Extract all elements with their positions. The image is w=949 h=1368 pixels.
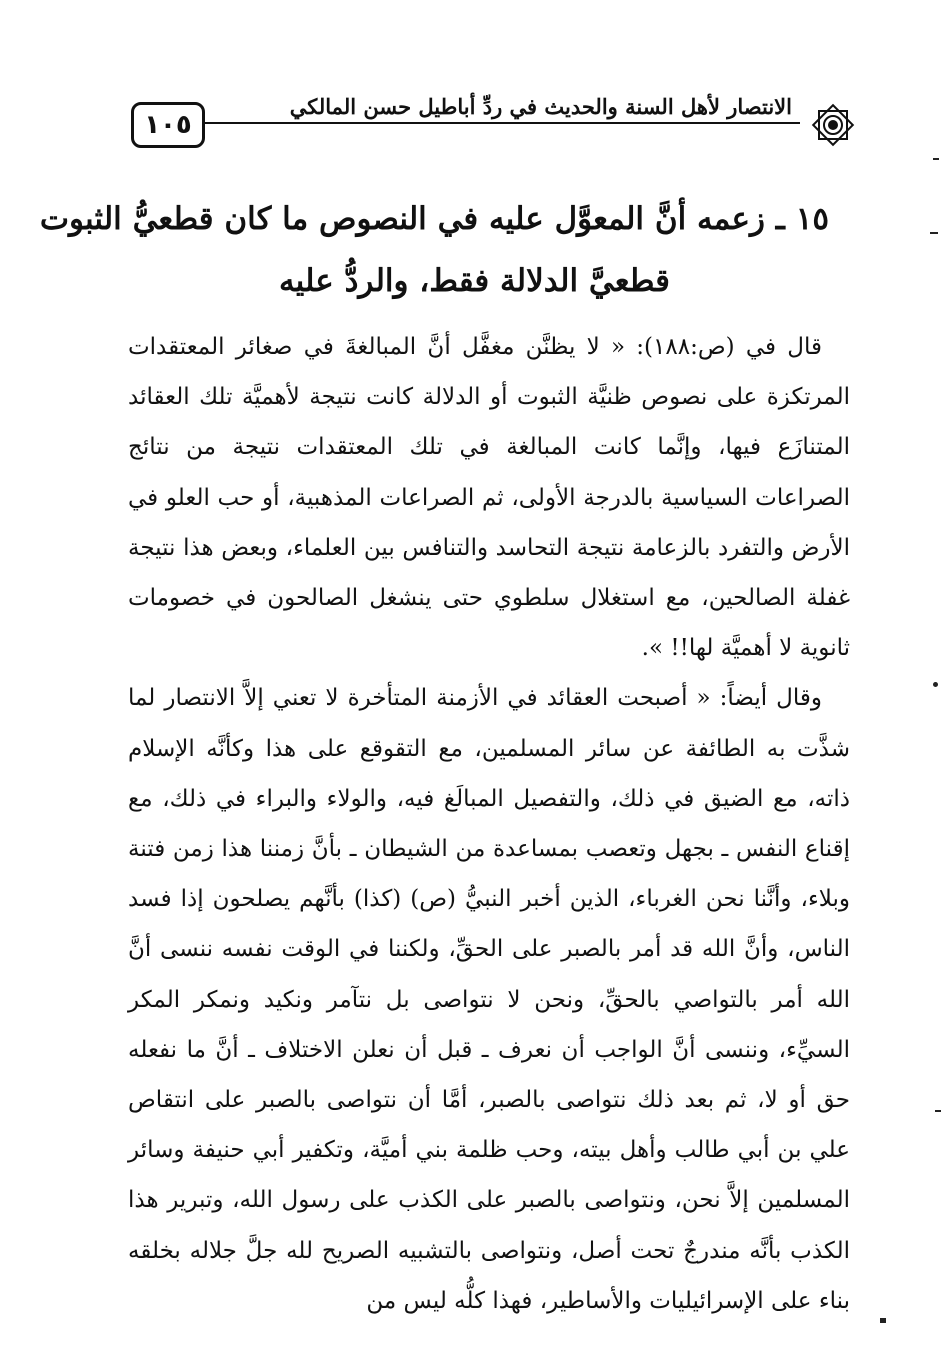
paragraph-2 (128, 673, 850, 1326)
scan-mark (880, 1318, 886, 1323)
header-rule (200, 122, 800, 124)
heading-line-1: ١٥ ـ زعمه أنَّ المعوَّل عليه في النصوص ما كان قطعيُّ الثبوت (39, 201, 829, 237)
book-title: الانتصار لأهل السنة والحديث في ردِّ أباطيل حسن المالكي (282, 94, 800, 119)
paragraph-1 (128, 322, 850, 673)
scan-mark (935, 1110, 941, 1112)
heading-line-2: قطعيَّ الدلالة فقط، والردُّ عليه (279, 263, 670, 299)
body-text (128, 322, 850, 1326)
page-number-box (131, 102, 205, 148)
paragraph-1-text: قال في (ص:١٨٨): « لا يظنَّن مغفَّل أنَّ المبالغةَ في صغائر المعتقدات المرتكزة على نصوص ظنيَّة الثبوت أو الدلالة كانت نتيجة لأهميَّة تلك العقائد المتنازَع فيها، وإنَّما كانت المبالغة في تلك المعتقدات نتيجة من نتائج الصراعات السياسية بالدرجة الأولى، ثم الصراعات المذهبية، أو حب العلو في الأرض والتفرد بالزعامة نتيجة التحاسد والتنافس بين العلماء، وبعض هذا نتيجة غفلة الصالحين، مع استغلال سلطوي حتى ينشغل الصالحون في خصومات ثانوية لا أهميَّة لها!! ». (128, 334, 850, 662)
section-heading (39, 188, 829, 312)
scan-mark (933, 158, 939, 160)
page-number: ١٠٥ (144, 110, 192, 140)
scan-mark (933, 682, 938, 687)
paragraph-2-text: وقال أيضاً: « أصبحت العقائد في الأزمنة المتأخرة لا تعني إلاَّ الانتصار لما شذَّت به الطائفة عن سائر المسلمين، مع التقوقع على هذا وكأنَّه الإسلام ذاته، مع الضيق في ذلك، والتفصيل المبالَغ فيه، والولاء والبراء في ذلك، مع إقناع النفس ـ بجهل وتعصب بمساعدة من الشيطان ـ بأنَّ زمننا هذا زمن فتنة وبلاء، وأنَّنا نحن الغرباء، الذين أخبر النبيُّ (ص) (كذا) بأنَّهم يصلحون إذا فسد الناس، وأنَّ الله قد أمر بالصبر على الحقِّ، ولكننا في الوقت نفسه ننسى أنَّ الله أمر بالتواصي بالحقِّ، ونحن لا نتواصى بل نتآمر ونكيد ونمكر المكر السيِّء، وننسى أنَّ الواجب أن نعرف ـ قبل أن نعلن الاختلاف ـ أنَّ ما نفعله حق أو لا، ثم بعد ذلك نتواصى بالصبر، أمَّا أن نتواصى بالصبر على انتقاص علي بن أبي طالب وأهل بيته، وحب ظلمة بني أميَّة، وتكفير أبي حنيفة وسائر المسلمين إلاَّ نحن، ونتواصى بالصبر على الكذب على رسول الله، وتبرير هذا الكذب بأنَّه مندرجٌ تحت أصل، ونتواصى بالتشبيه الصريح لله جلَّ جلاله بخلقه بناء على الإسرائيليات والأساطير، فهذا كلُّه ليس من (128, 685, 850, 1314)
scan-mark (930, 232, 938, 234)
octagram-ornament-icon (808, 100, 858, 150)
page-header (128, 92, 858, 162)
